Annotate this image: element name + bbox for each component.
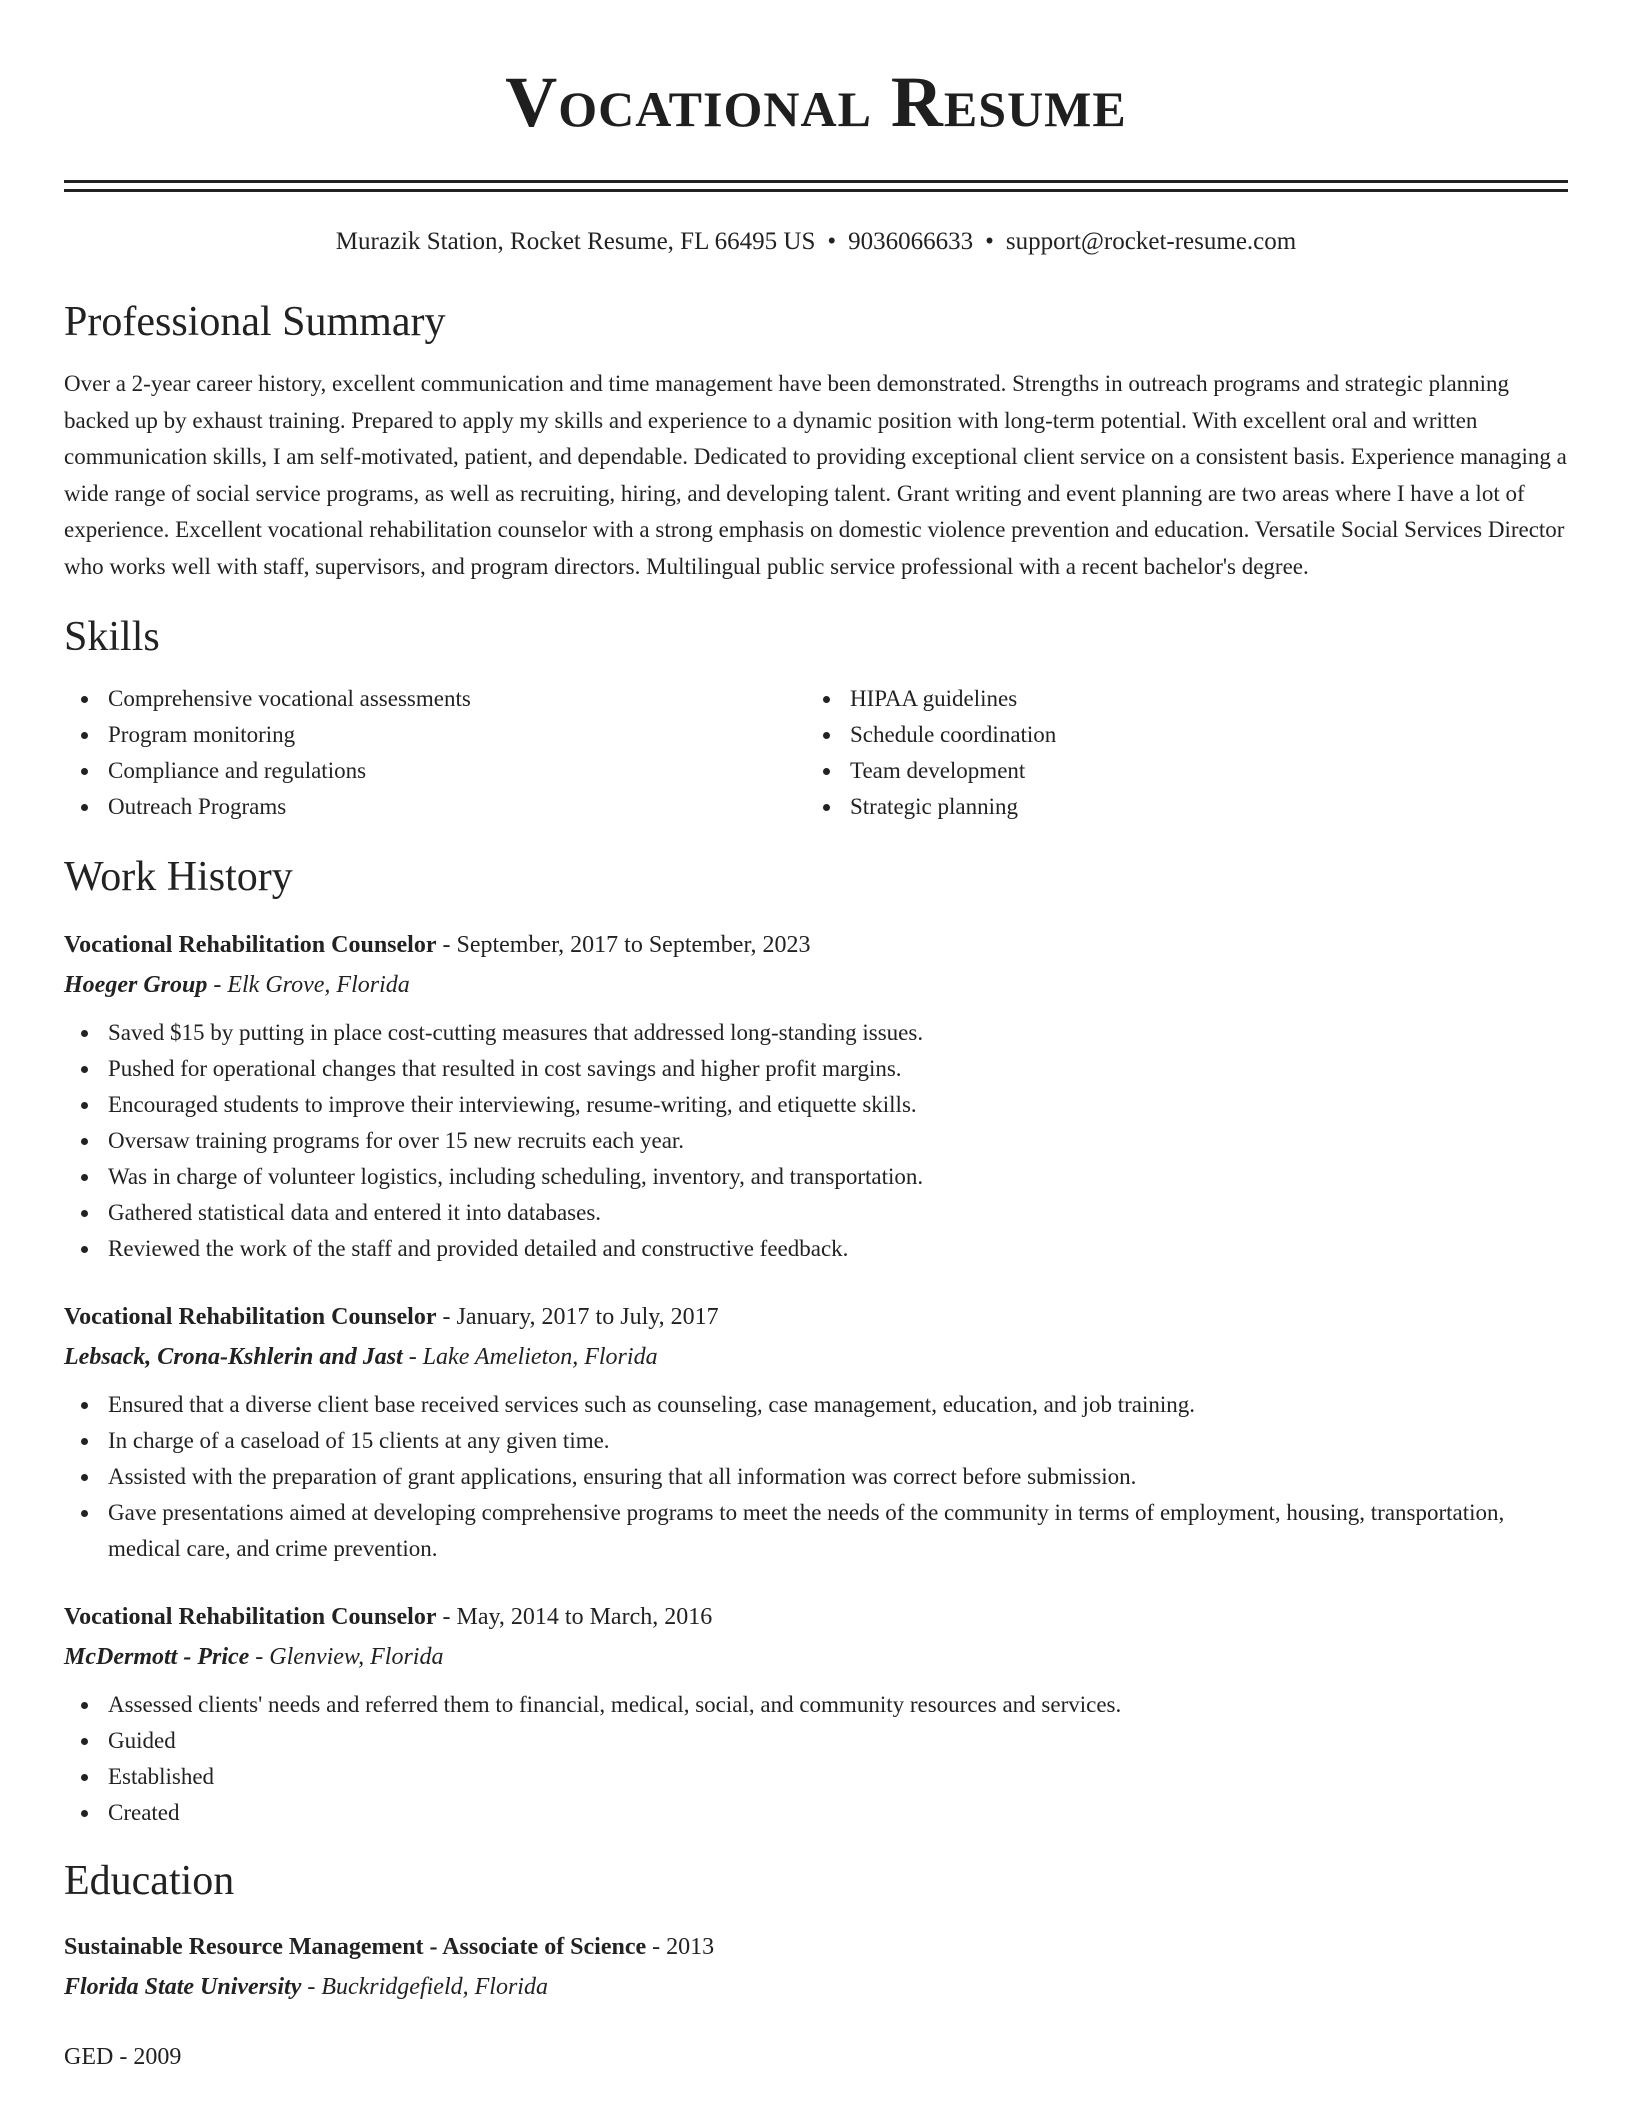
job-title-line bbox=[64, 1297, 1568, 1337]
skill-item: Program monitoring bbox=[64, 717, 806, 753]
job-dates: - January, 2017 to July, 2017 bbox=[436, 1304, 719, 1330]
job-bullet: Guided bbox=[64, 1723, 1568, 1759]
job-company: McDermott - Price bbox=[64, 1644, 250, 1670]
job-bullet: Was in charge of volunteer logistics, including scheduling, inventory, and transportation. bbox=[64, 1159, 1568, 1195]
contact-separator: • bbox=[827, 228, 837, 255]
education-year: - 2013 bbox=[646, 1934, 715, 1960]
contact-email: support@rocket-resume.com bbox=[1005, 228, 1297, 255]
job-bullet: Gathered statistical data and entered it into databases. bbox=[64, 1195, 1568, 1231]
skills-column-left bbox=[64, 681, 806, 825]
job-bullet: Encouraged students to improve their interviewing, resume-writing, and etiquette skills. bbox=[64, 1087, 1568, 1123]
job-entry bbox=[64, 1297, 1568, 1567]
job-bullet: Pushed for operational changes that resulted in cost savings and higher profit margins. bbox=[64, 1051, 1568, 1087]
job-company-line bbox=[64, 965, 1568, 1005]
education-location: - Buckridgefield, Florida bbox=[301, 1974, 548, 2000]
education-degree-line bbox=[64, 1927, 1568, 1967]
job-entry bbox=[64, 925, 1568, 1267]
skills-heading: Skills bbox=[64, 614, 160, 660]
contact-phone: 9036066633 bbox=[848, 228, 974, 255]
job-company-line bbox=[64, 1337, 1568, 1377]
title-rule-bottom bbox=[64, 189, 1568, 192]
education-school-line bbox=[64, 1967, 1568, 2007]
job-bullet: Created bbox=[64, 1795, 1568, 1831]
job-bullet: Saved $15 by putting in place cost-cutting measures that addressed long-standing issues. bbox=[64, 1015, 1568, 1051]
skill-item: Outreach Programs bbox=[64, 789, 806, 825]
job-bullet: Reviewed the work of the staff and provided detailed and constructive feedback. bbox=[64, 1231, 1568, 1267]
skill-item: HIPAA guidelines bbox=[806, 681, 1548, 717]
resume-title: Vocational Resume bbox=[505, 62, 1127, 142]
skills-list bbox=[64, 681, 1568, 825]
skill-item: Strategic planning bbox=[806, 789, 1548, 825]
job-entry bbox=[64, 1597, 1568, 1831]
education-entry bbox=[64, 1927, 1568, 2007]
job-title: Vocational Rehabilitation Counselor bbox=[64, 1304, 437, 1330]
job-bullet: In charge of a caseload of 15 clients at any given time. bbox=[64, 1423, 1568, 1459]
job-bullet: Assessed clients' needs and referred them to financial, medical, social, and community resources and services. bbox=[64, 1687, 1568, 1723]
job-company: Hoeger Group bbox=[64, 972, 208, 998]
skill-item: Comprehensive vocational assessments bbox=[64, 681, 806, 717]
summary-text: Over a 2-year career history, excellent communication and time management have been demonstrated. Strengths in outreach programs and strategic planning backed up by exhaust training. Prepared to apply my skills and experience to a dynamic position with long-term potential. With excellent oral and written communication skills, I am self-motivated, patient, and dependable. Dedicated to providing exceptional client service on a consistent basis. Experience managing a wide range of social service programs, as well as recruiting, hiring, and developing talent. Grant writing and event planning are two areas where I have a lot of experience. Excellent vocational rehabilitation counselor with a strong emphasis on domestic violence prevention and education. Versatile Social Services Director who works well with staff, supervisors, and program directors. Multilingual public service professional with a recent bachelor's degree. bbox=[64, 371, 1567, 579]
job-bullet: Ensured that a diverse client base received services such as counseling, case management, education, and job training. bbox=[64, 1387, 1568, 1423]
education-ged: GED - 2009 bbox=[64, 2044, 182, 2070]
job-title: Vocational Rehabilitation Counselor bbox=[64, 932, 437, 958]
education-degree: Sustainable Resource Management - Associate of Science bbox=[64, 1934, 647, 1960]
job-dates: - September, 2017 to September, 2023 bbox=[436, 932, 811, 958]
job-company: Lebsack, Crona-Kshlerin and Jast bbox=[64, 1344, 403, 1370]
job-dates: - May, 2014 to March, 2016 bbox=[436, 1604, 713, 1630]
skill-item: Schedule coordination bbox=[806, 717, 1548, 753]
job-bullet: Gave presentations aimed at developing comprehensive programs to meet the needs of the community in terms of employment, housing, transportation, medical care, and crime prevention. bbox=[64, 1495, 1568, 1567]
job-location: - Glenview, Florida bbox=[249, 1644, 444, 1670]
work-history-heading: Work History bbox=[64, 854, 293, 900]
job-title-line bbox=[64, 925, 1568, 965]
title-rule-top bbox=[64, 180, 1568, 183]
education-heading: Education bbox=[64, 1858, 235, 1904]
skill-item: Compliance and regulations bbox=[64, 753, 806, 789]
contact-line bbox=[64, 226, 1568, 258]
job-bullets bbox=[64, 1015, 1568, 1267]
job-bullet: Assisted with the preparation of grant applications, ensuring that all information was correct before submission. bbox=[64, 1459, 1568, 1495]
skills-column-right bbox=[806, 681, 1548, 825]
job-location: - Elk Grove, Florida bbox=[207, 972, 410, 998]
job-bullet: Established bbox=[64, 1759, 1568, 1795]
skill-item: Team development bbox=[806, 753, 1548, 789]
job-bullet: Oversaw training programs for over 15 new recruits each year. bbox=[64, 1123, 1568, 1159]
job-title-line bbox=[64, 1597, 1568, 1637]
education-school: Florida State University bbox=[64, 1974, 302, 2000]
summary-heading: Professional Summary bbox=[64, 299, 446, 345]
job-bullets bbox=[64, 1687, 1568, 1831]
job-bullets bbox=[64, 1387, 1568, 1567]
contact-separator: • bbox=[985, 228, 994, 255]
contact-address: Murazik Station, Rocket Resume, FL 66495 US bbox=[335, 228, 816, 255]
job-company-line bbox=[64, 1637, 1568, 1677]
job-location: - Lake Amelieton, Florida bbox=[402, 1344, 658, 1370]
job-title: Vocational Rehabilitation Counselor bbox=[64, 1604, 437, 1630]
